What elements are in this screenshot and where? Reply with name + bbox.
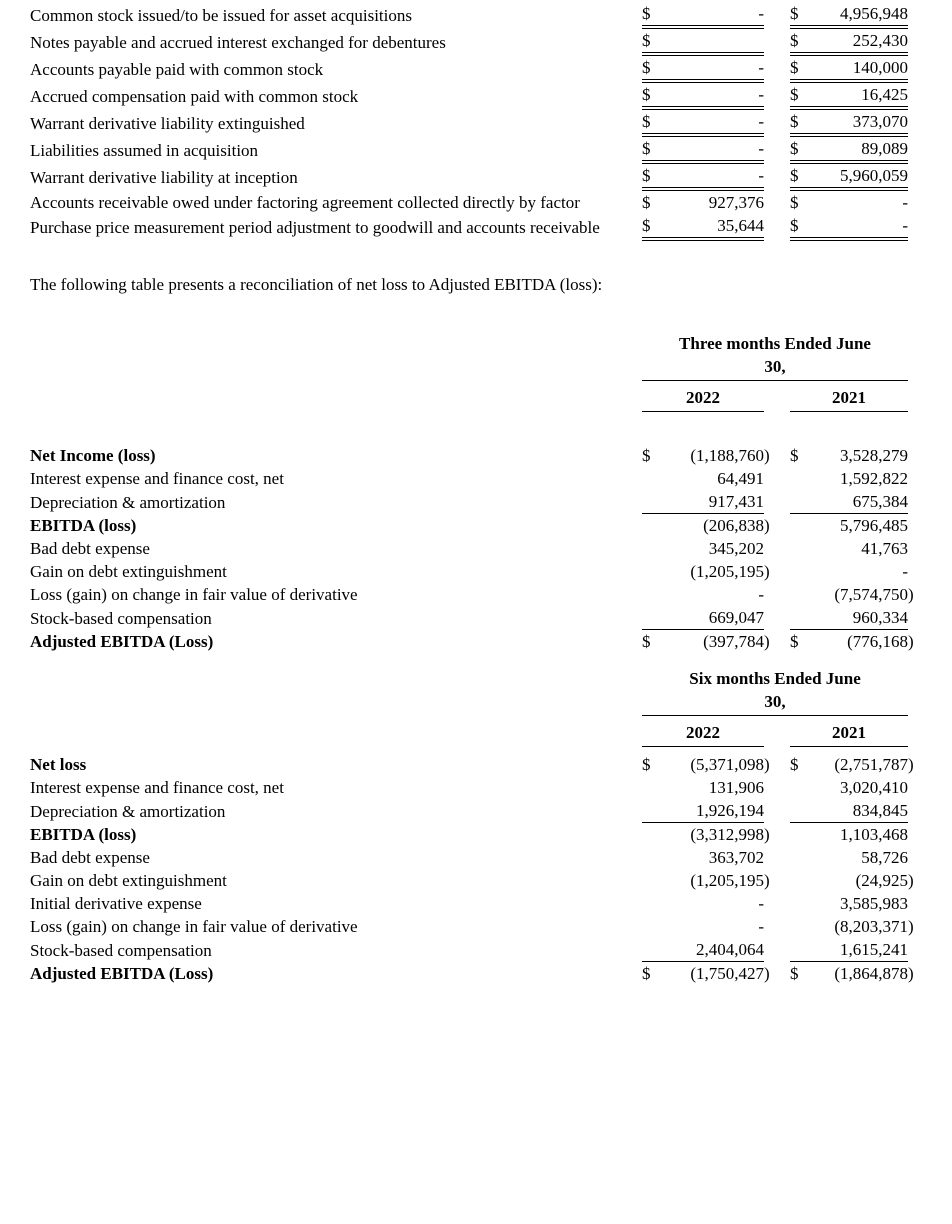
paren-col2 <box>908 776 922 799</box>
line-item-label: EBITDA (loss) <box>30 516 137 535</box>
line-item-label: Liabilities assumed in acquisition <box>30 141 259 160</box>
amount-col2: (1,864,878 <box>834 964 909 983</box>
paren-col1 <box>764 583 776 606</box>
dollar-sign-col1: $ <box>642 193 651 212</box>
line-item-label: Interest expense and finance cost, net <box>30 469 284 488</box>
line-item-row <box>30 869 922 892</box>
paren-col2: ) <box>908 585 914 604</box>
amount-col1: (3,312,998 <box>690 825 764 844</box>
column-gap <box>776 583 790 606</box>
dollar-sign-col1 <box>642 606 662 630</box>
line-item-label: Interest expense and finance cost, net <box>30 778 284 797</box>
amount-col2: (7,574,750 <box>834 585 909 604</box>
line-item-label: Common stock issued/to be issued for asset acquisitions <box>30 6 412 25</box>
amount-col2: (2,751,787 <box>834 755 909 774</box>
header-spacer <box>30 716 642 747</box>
amount-col2: 1,615,241 <box>810 938 908 962</box>
line-item-row <box>30 108 922 135</box>
column-gap <box>776 54 790 81</box>
amount-col2: 140,000 <box>810 54 908 81</box>
paren-col1 <box>764 135 776 162</box>
dollar-sign-col1 <box>642 938 662 962</box>
dollar-sign-col2: $ <box>790 108 810 135</box>
header-spacer <box>30 332 642 381</box>
paren-col1 <box>764 846 776 869</box>
dollar-sign-col1 <box>642 560 662 583</box>
amount-col2: - <box>810 214 908 239</box>
paren-col1: ) <box>764 446 770 465</box>
line-item-row <box>30 537 922 560</box>
amount-col2: 4,956,948 <box>810 2 908 27</box>
amount-col2: 675,384 <box>810 490 908 514</box>
amount-col1: 669,047 <box>662 606 764 630</box>
dollar-sign-col2 <box>790 560 810 583</box>
column-gap <box>776 776 790 799</box>
dollar-sign-col2 <box>790 583 810 606</box>
dollar-sign-col2: $ <box>790 162 810 189</box>
dollar-sign-col1: $ <box>642 81 662 108</box>
paren-col2 <box>908 81 922 108</box>
line-item-label: Warrant derivative liability at inception <box>30 168 298 187</box>
line-item-row <box>30 776 922 799</box>
amount-col1: (1,205,195 <box>690 871 764 890</box>
column-gap <box>776 81 790 108</box>
paren-col2: ) <box>908 917 914 936</box>
paren-col2 <box>908 514 922 538</box>
paren-col1 <box>764 938 776 962</box>
dollar-sign-col2: $ <box>790 81 810 108</box>
column-gap <box>776 189 790 214</box>
column-gap <box>776 962 790 986</box>
paren-col1: ) <box>764 516 770 535</box>
line-item-label: Bad debt expense <box>30 539 150 558</box>
column-gap <box>776 846 790 869</box>
amount-col1: 363,702 <box>708 848 764 867</box>
dollar-sign-col2 <box>790 514 810 538</box>
column-gap <box>776 490 790 514</box>
paren-col1 <box>764 108 776 135</box>
amount-col1: - <box>662 162 764 189</box>
dollar-sign-col2 <box>790 467 810 490</box>
column-gap <box>776 560 790 583</box>
line-item-row <box>30 467 922 490</box>
line-item-row <box>30 799 922 823</box>
ebitda-reconciliation-table-three-months <box>30 332 922 653</box>
dollar-sign-col2: $ <box>790 135 810 162</box>
paren-col1: ) <box>764 562 770 581</box>
paren-col1 <box>764 189 776 214</box>
dollar-sign-col2 <box>790 490 810 514</box>
dollar-sign-col1: $ <box>642 108 662 135</box>
header-spacer <box>908 381 922 412</box>
line-item-row <box>30 606 922 630</box>
paren-col2 <box>908 162 922 189</box>
year-column-label-2022: 2022 <box>642 716 764 747</box>
line-item-label: Accounts payable paid with common stock <box>30 60 324 79</box>
noncash-table-body <box>30 2 922 239</box>
line-item-label: Loss (gain) on change in fair value of derivative <box>30 917 358 936</box>
line-item-label: Depreciation & amortization <box>30 492 226 512</box>
line-item-row <box>30 962 922 986</box>
line-item-row <box>30 892 922 915</box>
header-spacer <box>764 381 776 412</box>
line-item-label: Stock-based compensation <box>30 940 212 960</box>
column-gap <box>776 214 790 239</box>
column-gap <box>776 630 790 654</box>
amount-col1: 917,431 <box>662 490 764 514</box>
line-item-label: Net Income (loss) <box>30 446 156 465</box>
dollar-sign-col1: $ <box>642 446 651 465</box>
line-item-label: Net loss <box>30 755 87 774</box>
line-item-row <box>30 54 922 81</box>
column-gap <box>776 162 790 189</box>
period-header-label: Three months Ended June 30, <box>642 332 908 381</box>
amount-col1: 64,491 <box>717 469 764 488</box>
amount-col1: (1,750,427 <box>690 964 764 983</box>
dollar-sign-col1 <box>642 514 662 538</box>
paren-col2 <box>908 467 922 490</box>
line-item-row <box>30 560 922 583</box>
column-gap <box>776 823 790 847</box>
dollar-sign-col2 <box>790 823 810 847</box>
line-item-row <box>30 162 922 189</box>
paren-col1 <box>764 2 776 27</box>
header-spacer <box>764 716 776 747</box>
amount-col2: 5,960,059 <box>810 162 908 189</box>
amount-col1: 131,906 <box>708 778 764 797</box>
paren-col2 <box>908 606 922 630</box>
dollar-sign-col1: $ <box>642 964 651 983</box>
period-header-row <box>30 667 922 716</box>
column-gap <box>776 938 790 962</box>
amount-col1: (206,838 <box>703 516 764 535</box>
paren-col1 <box>764 81 776 108</box>
amount-col2: (776,168 <box>847 632 909 651</box>
dollar-sign-col1 <box>642 892 662 915</box>
amount-col2: - <box>902 562 909 581</box>
amount-col1: - <box>662 54 764 81</box>
amount-col1: 927,376 <box>708 193 764 212</box>
line-item-label: Gain on debt extinguishment <box>30 871 227 890</box>
amount-col1: (1,188,760 <box>690 446 764 465</box>
reconciliation-intro-text: The following table presents a reconciliation of net loss to Adjusted EBITDA (loss): <box>30 275 603 294</box>
dollar-sign-col1: $ <box>642 2 662 27</box>
dollar-sign-col1 <box>642 869 662 892</box>
paren-col1 <box>764 776 776 799</box>
amount-col2: 1,103,468 <box>840 825 909 844</box>
amount-col2: 252,430 <box>810 27 908 54</box>
dollar-sign-col1 <box>642 583 662 606</box>
column-gap <box>776 381 790 412</box>
line-item-row <box>30 846 922 869</box>
line-item-row <box>30 444 922 467</box>
column-gap <box>776 135 790 162</box>
column-gap <box>776 915 790 938</box>
paren-col2 <box>908 135 922 162</box>
paren-col1 <box>764 162 776 189</box>
dollar-sign-col2 <box>790 776 810 799</box>
line-item-row <box>30 490 922 514</box>
amount-col1: (397,784 <box>703 632 764 651</box>
line-item-row <box>30 630 922 654</box>
line-item-label: Notes payable and accrued interest exchanged for debentures <box>30 33 446 52</box>
column-gap <box>776 467 790 490</box>
line-item-label: Adjusted EBITDA (Loss) <box>30 964 214 983</box>
dollar-sign-col1 <box>642 799 662 823</box>
dollar-sign-col2: $ <box>790 54 810 81</box>
paren-col2 <box>908 27 922 54</box>
amount-col1: - <box>662 2 764 27</box>
dollar-sign-col2 <box>790 537 810 560</box>
amount-col1: (5,371,098 <box>690 755 764 774</box>
dollar-sign-col1 <box>642 490 662 514</box>
line-item-label: Adjusted EBITDA (Loss) <box>30 632 214 651</box>
dollar-sign-col1 <box>642 823 662 847</box>
column-gap <box>776 537 790 560</box>
column-gap <box>776 2 790 27</box>
header-gap <box>30 412 922 445</box>
paren-col2 <box>908 2 922 27</box>
paren-col1 <box>764 799 776 823</box>
line-item-label: Warrant derivative liability extinguished <box>30 114 305 133</box>
paren-col2 <box>908 537 922 560</box>
line-item-row <box>30 514 922 538</box>
period-header-label: Six months Ended June 30, <box>642 667 908 716</box>
dollar-sign-col1: $ <box>642 162 662 189</box>
amount-col1: 345,202 <box>708 539 764 558</box>
line-item-row <box>30 135 922 162</box>
line-item-label: Depreciation & amortization <box>30 801 226 821</box>
paren-col2 <box>908 444 922 467</box>
dollar-sign-col1: $ <box>642 632 651 651</box>
amount-col1: (1,205,195 <box>690 562 764 581</box>
header-gap-row <box>30 412 922 445</box>
year-column-label-2021: 2021 <box>790 716 908 747</box>
amount-col1: - <box>662 81 764 108</box>
amount-col2: 373,070 <box>810 108 908 135</box>
paren-col1 <box>764 915 776 938</box>
line-item-label: EBITDA (loss) <box>30 825 137 844</box>
column-gap <box>776 514 790 538</box>
dollar-sign-col1: $ <box>642 135 662 162</box>
line-item-label: Purchase price measurement period adjustment to goodwill and accounts receivable <box>30 218 600 237</box>
amount-col2: 834,845 <box>810 799 908 823</box>
amount-col1: - <box>758 917 764 936</box>
amount-col1 <box>662 27 764 54</box>
paren-col2 <box>908 799 922 823</box>
dollar-sign-col2 <box>790 869 810 892</box>
year-header-row <box>30 381 922 412</box>
three-months-table-body <box>30 332 922 653</box>
paren-col2: ) <box>908 871 914 890</box>
column-gap <box>776 869 790 892</box>
column-gap <box>776 444 790 467</box>
dollar-sign-col1: $ <box>642 214 662 239</box>
header-spacer <box>908 716 922 747</box>
ebitda-reconciliation-table-six-months <box>30 667 922 985</box>
noncash-transactions-table <box>30 2 922 241</box>
amount-col2: 5,796,485 <box>840 516 909 535</box>
amount-col2: 41,763 <box>861 539 909 558</box>
dollar-sign-col2 <box>790 938 810 962</box>
paren-col2 <box>908 823 922 847</box>
dollar-sign-col2: $ <box>790 214 810 239</box>
paren-col2 <box>908 490 922 514</box>
dollar-sign-col1 <box>642 846 662 869</box>
amount-col1: - <box>758 894 764 913</box>
header-spacer <box>30 381 642 412</box>
line-item-row <box>30 189 922 214</box>
paren-col1 <box>764 467 776 490</box>
amount-col2: 89,089 <box>810 135 908 162</box>
year-header-row <box>30 716 922 747</box>
line-item-label: Initial derivative expense <box>30 894 202 913</box>
paren-col2 <box>908 892 922 915</box>
line-item-label: Accounts receivable owed under factoring agreement collected directly by factor <box>30 193 580 212</box>
paren-col2 <box>908 938 922 962</box>
dollar-sign-col1 <box>642 915 662 938</box>
paren-col2 <box>908 54 922 81</box>
amount-col2: 58,726 <box>861 848 909 867</box>
paren-col1 <box>764 54 776 81</box>
dollar-sign-col1: $ <box>642 27 662 54</box>
paren-col1: ) <box>764 825 770 844</box>
dollar-sign-col2: $ <box>790 755 799 774</box>
dollar-sign-col2: $ <box>790 964 799 983</box>
line-item-row <box>30 753 922 776</box>
dollar-sign-col2 <box>790 799 810 823</box>
dollar-sign-col2: $ <box>790 446 799 465</box>
amount-col1: - <box>662 108 764 135</box>
paren-col1 <box>764 214 776 239</box>
line-item-row <box>30 583 922 606</box>
amount-col2: - <box>902 193 908 212</box>
paren-col2 <box>908 189 922 214</box>
dollar-sign-col2: $ <box>790 193 799 212</box>
paren-col1 <box>764 892 776 915</box>
line-item-row <box>30 2 922 27</box>
header-spacer <box>908 667 922 716</box>
paren-col1: ) <box>764 964 770 983</box>
paren-col1 <box>764 537 776 560</box>
column-gap <box>776 753 790 776</box>
line-item-row <box>30 938 922 962</box>
line-item-row <box>30 823 922 847</box>
dollar-sign-col2 <box>790 606 810 630</box>
paren-col2 <box>908 108 922 135</box>
paren-col2: ) <box>908 964 914 983</box>
amount-col2: 16,425 <box>810 81 908 108</box>
dollar-sign-col1 <box>642 776 662 799</box>
header-spacer <box>30 667 642 716</box>
year-column-label-2021: 2021 <box>790 381 908 412</box>
column-gap <box>776 799 790 823</box>
period-header-row <box>30 332 922 381</box>
line-item-label: Loss (gain) on change in fair value of derivative <box>30 585 358 604</box>
amount-col2: (24,925 <box>855 871 909 890</box>
paren-col2 <box>908 846 922 869</box>
amount-col1: 1,926,194 <box>662 799 764 823</box>
paren-col1 <box>764 606 776 630</box>
paren-col2: ) <box>908 755 914 774</box>
column-gap <box>776 892 790 915</box>
amount-col2: 3,585,983 <box>840 894 909 913</box>
dollar-sign-col2: $ <box>790 632 799 651</box>
line-item-label: Bad debt expense <box>30 848 150 867</box>
dollar-sign-col2: $ <box>790 27 810 54</box>
paren-col1: ) <box>764 871 770 890</box>
paren-col2 <box>908 214 922 239</box>
paren-col1 <box>764 490 776 514</box>
dollar-sign-col1 <box>642 537 662 560</box>
column-gap <box>776 716 790 747</box>
line-item-label: Gain on debt extinguishment <box>30 562 227 581</box>
paren-col1 <box>764 27 776 54</box>
dollar-sign-col2 <box>790 846 810 869</box>
dollar-sign-col2 <box>790 892 810 915</box>
dollar-sign-col1: $ <box>642 755 651 774</box>
amount-col2: 3,020,410 <box>840 778 909 797</box>
amount-col2: (8,203,371 <box>834 917 909 936</box>
paren-col2 <box>908 560 922 583</box>
column-gap <box>776 27 790 54</box>
line-item-label: Accrued compensation paid with common stock <box>30 87 359 106</box>
dollar-sign-col1: $ <box>642 54 662 81</box>
column-gap <box>776 108 790 135</box>
amount-col2: 1,592,822 <box>840 469 909 488</box>
header-spacer <box>908 332 922 381</box>
six-months-table-body <box>30 667 922 985</box>
paren-col1: ) <box>764 755 770 774</box>
line-item-row <box>30 214 922 239</box>
year-column-label-2022: 2022 <box>642 381 764 412</box>
line-item-row <box>30 27 922 54</box>
amount-col1: 2,404,064 <box>662 938 764 962</box>
line-item-row <box>30 81 922 108</box>
paren-col2: ) <box>908 632 914 651</box>
line-item-label: Stock-based compensation <box>30 608 212 628</box>
amount-col1: - <box>662 135 764 162</box>
line-item-row <box>30 915 922 938</box>
amount-col1: - <box>758 585 764 604</box>
dollar-sign-col2: $ <box>790 2 810 27</box>
paren-col1: ) <box>764 632 770 651</box>
column-gap <box>776 606 790 630</box>
amount-col1: 35,644 <box>662 214 764 239</box>
amount-col2: 960,334 <box>810 606 908 630</box>
dollar-sign-col2 <box>790 915 810 938</box>
amount-col2: 3,528,279 <box>840 446 909 465</box>
dollar-sign-col1 <box>642 467 662 490</box>
